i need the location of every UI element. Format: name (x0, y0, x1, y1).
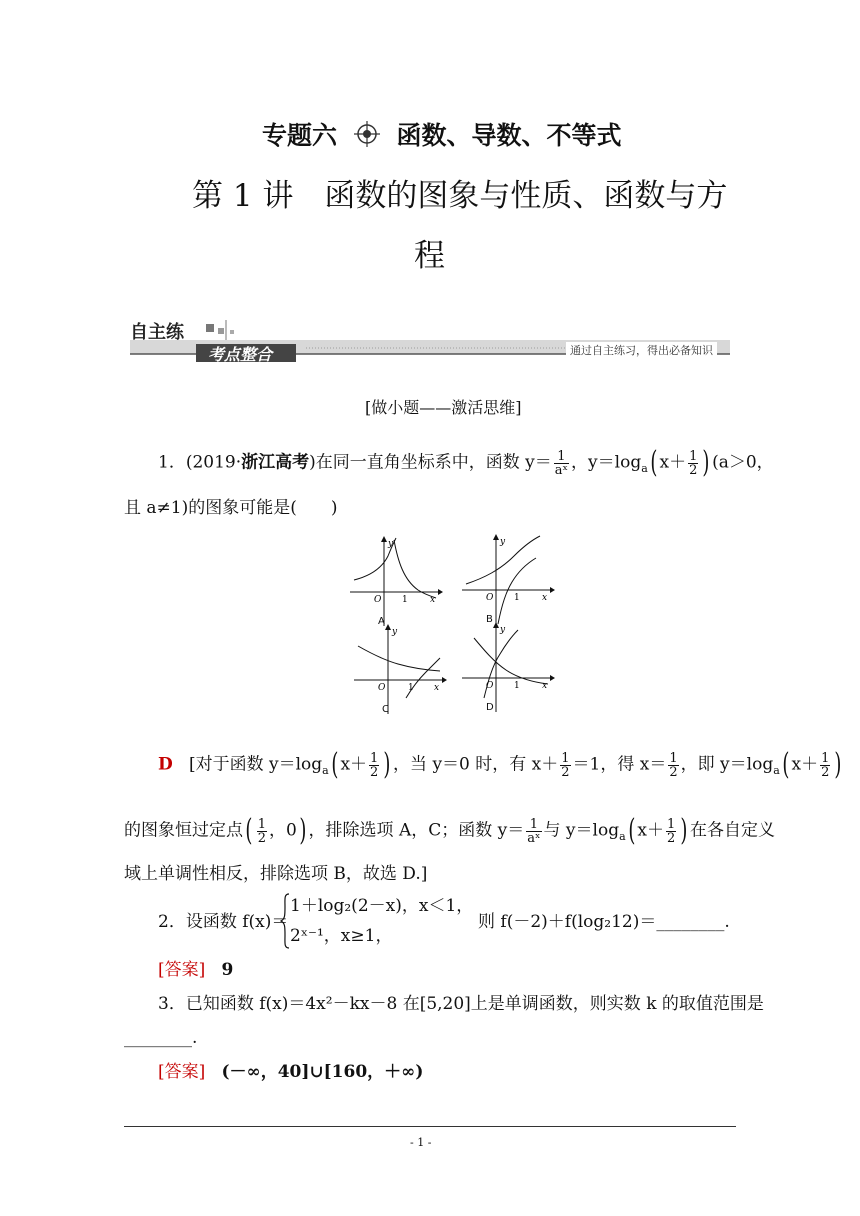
banner-title-bottom: 考点整合 (208, 345, 273, 364)
svg-text:O: O (378, 683, 386, 693)
svg-text:x: x (430, 595, 436, 605)
topic-header (262, 116, 621, 153)
svg-text:1: 1 (514, 681, 520, 691)
option-label-b: B (486, 614, 493, 625)
question-1: 1．(2019·浙江高考)在同一直角坐标系中，函数 y＝ $\frac{1}{\text{aˣ}}$ ，$y=\log_a$( x＋ $\frac{1}{2}$ ) (a＞0， (158, 445, 774, 480)
footer-rule (124, 1126, 736, 1127)
banner-title-top: 自主练 (130, 322, 184, 343)
svg-text:y: y (388, 539, 394, 549)
svg-text:O: O (486, 681, 494, 691)
piecewise-case-1: 1＋log₂(2－x)，x＜1， (290, 896, 474, 916)
svg-text:x: x (434, 683, 440, 693)
svg-text:x: x (542, 593, 548, 603)
page-number: - 1 - (410, 1136, 432, 1149)
graph-option-d (460, 622, 555, 714)
svg-text:O: O (486, 593, 494, 603)
topic-label: 专题六 (262, 121, 338, 150)
section-banner (126, 318, 736, 364)
question-1-line2: 且 a≠1)的图象可能是( ) (124, 498, 338, 518)
svg-text:y: y (500, 625, 506, 635)
topic-subtitle: 函数、导数、不等式 (396, 121, 622, 150)
option-label-d: D (486, 702, 494, 713)
solution-1-line3: 域上单调性相反，排除选项 B，故选 D.] (124, 864, 428, 884)
solution-1-line1: D [对于函数 $y=\log_a$( x＋ $\frac{1}{2}$ ) ，当 y＝0 时，有 x＋ $\frac{1}{2}$ ＝1，得 x＝ $\frac{1}{2}$ ，即 $y=\log_a$( x＋ $\frac{1}{2}$ ) (158, 747, 842, 782)
svg-text:1: 1 (408, 683, 414, 693)
svg-text:1: 1 (402, 595, 408, 605)
banner-slogan: 通过自主练习，得出必备知识 (566, 342, 717, 358)
answer-3: [答案] (－∞，40]∪[160，＋∞) (158, 1062, 424, 1082)
svg-text:y: y (392, 627, 398, 637)
question-3-line2: ________. (124, 1028, 198, 1048)
lecture-title (192, 172, 727, 220)
crosshair-icon (354, 121, 380, 153)
svg-text:O: O (374, 595, 382, 605)
fraction: $\frac{1}{\text{aˣ}}$ (554, 448, 569, 478)
section-title: [做小题——激活思维] (365, 398, 522, 417)
svg-text:1: 1 (514, 593, 520, 603)
solution-answer: D (158, 754, 173, 775)
option-label-a: A (378, 616, 385, 627)
graph-option-c (352, 624, 447, 716)
piecewise-case-2: 2ˣ⁻¹，x≥1， (290, 926, 393, 946)
graph-option-a (348, 536, 443, 628)
lecture-title-line2: 程 (414, 238, 445, 274)
option-label-c: C (382, 704, 389, 715)
question-2-lead: 2．设函数 f(x)＝ (158, 912, 289, 932)
question-2-tail: 则 f(－2)＋f(log₂12)＝________. (478, 912, 730, 932)
question-source: 浙江高考 (241, 452, 310, 473)
answer-2: [答案] 9 (158, 960, 234, 980)
svg-text:y: y (500, 537, 506, 547)
question-3-line1: 3．已知函数 f(x)＝4x²－kx－8 在[5,20]上是单调函数，则实数 k 的取值范围是 (158, 994, 764, 1014)
solution-1-line2: 的图象恒过定点( $\frac{1}{2}$ ，0) ，排除选项 A，C；函数 y＝ $\frac{1}{\text{aˣ}}$ 与 $y=\log_a$( x＋ $\frac{1}{2}$ ) 在各自定义 (124, 813, 775, 848)
graph-option-b (460, 534, 555, 626)
piecewise-brace (280, 893, 290, 953)
lecture-title-line1: 第 1 讲 函数的图象与性质、函数与方 (192, 178, 728, 214)
svg-text:x: x (542, 681, 548, 691)
